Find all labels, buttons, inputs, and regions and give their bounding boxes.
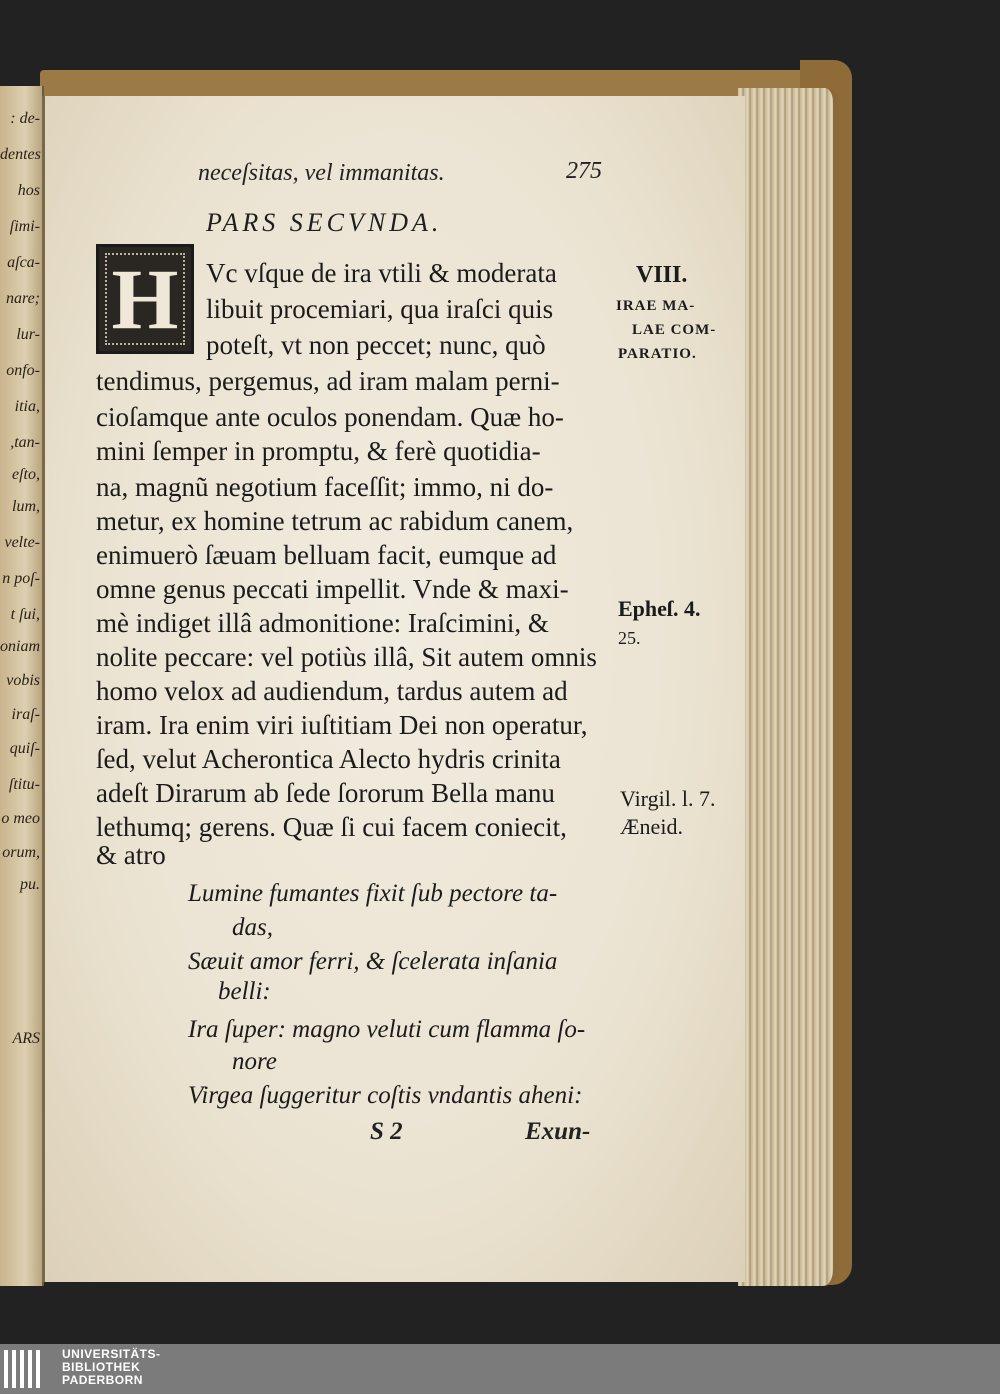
previous-page-fragment: t ſui, bbox=[10, 606, 40, 623]
margin-ref-ephesians-verse: 25. bbox=[618, 628, 641, 648]
previous-page-fragment: onfo- bbox=[6, 362, 40, 379]
previous-page-sliver bbox=[0, 86, 44, 1286]
body-text-line: ſed, velut Acherontica Alecto hydris crinita bbox=[96, 744, 561, 774]
previous-page-fragment: aſca- bbox=[7, 254, 40, 271]
verse-line: nore bbox=[232, 1048, 277, 1075]
previous-page-fragment: ſtitu- bbox=[8, 776, 40, 793]
previous-page-fragment: o meo bbox=[1, 810, 40, 827]
verse-line: Ira ſuper: magno veluti cum flamma ſo- bbox=[188, 1016, 586, 1043]
previous-page-fragment: orum, bbox=[2, 844, 40, 861]
library-name bbox=[62, 1348, 161, 1387]
library-name-line-2: BIBLIOTHEK bbox=[62, 1360, 141, 1374]
body-text-line: metur, ex homine tetrum ac rabidum canem, bbox=[96, 506, 574, 536]
margin-note-line-3: PARATIO. bbox=[618, 346, 697, 362]
library-logo-icon bbox=[4, 1350, 46, 1388]
previous-page-fragment: n poſ- bbox=[2, 570, 40, 587]
body-text-line: iram. Ira enim viri iuſtitiam Dei non operatur, bbox=[96, 710, 588, 740]
body-text-line: mini ſemper in promptu, & ferè quotidia- bbox=[96, 436, 541, 466]
signature-mark: S 2 bbox=[370, 1118, 403, 1145]
margin-ref-ephesians: Epheſ. 4. bbox=[618, 596, 701, 621]
previous-page-fragment: velte- bbox=[4, 534, 40, 551]
body-text-line: poteſt, vt non peccet; nunc, quò bbox=[206, 330, 546, 360]
margin-ref-aeneid: Æneid. bbox=[620, 814, 683, 839]
margin-ref-virgil: Virgil. l. 7. bbox=[620, 786, 716, 811]
body-text-line: cioſamque ante oculos ponendam. Quæ ho- bbox=[96, 402, 564, 432]
library-name-line-1: UNIVERSITÄTS- bbox=[62, 1347, 161, 1361]
previous-page-fragment: lum, bbox=[12, 498, 40, 515]
decorated-initial bbox=[96, 244, 194, 354]
body-text-line: homo velox ad audiendum, tardus autem ad bbox=[96, 676, 568, 706]
previous-page-fragment: pu. bbox=[20, 876, 40, 893]
page-fore-edge bbox=[738, 88, 839, 1286]
body-text-line: nolite peccare: vel potiùs illâ, Sit autem omnis bbox=[96, 642, 597, 672]
body-text-line: tendimus, pergemus, ad iram malam perni- bbox=[96, 366, 560, 396]
margin-note-line-2: LAE COM- bbox=[632, 322, 717, 338]
verse-line: belli: bbox=[218, 978, 271, 1005]
previous-page-fragment: itia, bbox=[14, 398, 40, 415]
verse-line: Sæuit amor ferri, & ſcelerata inſania bbox=[188, 948, 558, 975]
body-text-line: lethumq; gerens. Quæ ſi cui facem coniecit, bbox=[96, 812, 567, 842]
library-name-line-3: PADERBORN bbox=[62, 1373, 143, 1387]
initial-letter: H bbox=[111, 251, 179, 347]
verse-line: Virgea ſuggeritur coſtis vndantis aheni: bbox=[188, 1082, 583, 1109]
previous-page-fragment: nare; bbox=[5, 290, 40, 307]
body-text-line: & atro bbox=[96, 840, 166, 870]
library-footer bbox=[0, 1344, 1000, 1394]
previous-page-fragment: vobis bbox=[6, 672, 40, 689]
body-text-line: enimuerò ſæuam belluam facit, eumque ad bbox=[96, 540, 557, 570]
previous-page-fragment: ,tan- bbox=[10, 434, 40, 451]
previous-page-fragment: : de- bbox=[10, 110, 40, 127]
previous-page-fragment: ſimi- bbox=[9, 218, 40, 235]
body-text-line: mè indiget illâ admonitione: Iraſcimini, & bbox=[96, 608, 549, 638]
margin-note-line-1: IRAE MA- bbox=[616, 298, 696, 314]
body-text-line: na, magnũ negotium faceſſit; immo, ni do- bbox=[96, 472, 554, 502]
body-text-line: libuit procemiari, qua iraſci quis bbox=[206, 294, 554, 324]
previous-page-fragment: quiſ- bbox=[9, 740, 40, 757]
body-text-line: omne genus peccati impellit. Vnde & maxi- bbox=[96, 574, 569, 604]
margin-section-number: VIII. bbox=[636, 262, 688, 288]
previous-page-fragment: ARS bbox=[12, 1030, 40, 1047]
previous-page-fragment: oniam bbox=[0, 638, 40, 655]
previous-page-fragment: lur- bbox=[16, 326, 40, 343]
body-text-line: adeſt Dirarum ab ſede ſororum Bella manu bbox=[96, 778, 555, 808]
page-number: 275 bbox=[566, 158, 602, 184]
verse-line: Lumine fumantes fixit ſub pectore ta- bbox=[188, 880, 558, 907]
running-head: neceſsitas, vel immanitas. bbox=[198, 160, 445, 186]
previous-page-fragment: eſto, bbox=[12, 466, 40, 483]
verse-line: das, bbox=[232, 914, 273, 941]
previous-page-fragment: hos bbox=[17, 182, 40, 199]
previous-page-fragment: dentes bbox=[0, 146, 41, 163]
section-heading: PARS SECVNDA. bbox=[206, 208, 443, 237]
catchword: Exun- bbox=[525, 1118, 591, 1145]
previous-page-fragment: iraſ- bbox=[11, 706, 40, 723]
body-text-line: Vc vſque de ira vtili & moderata bbox=[206, 258, 557, 288]
